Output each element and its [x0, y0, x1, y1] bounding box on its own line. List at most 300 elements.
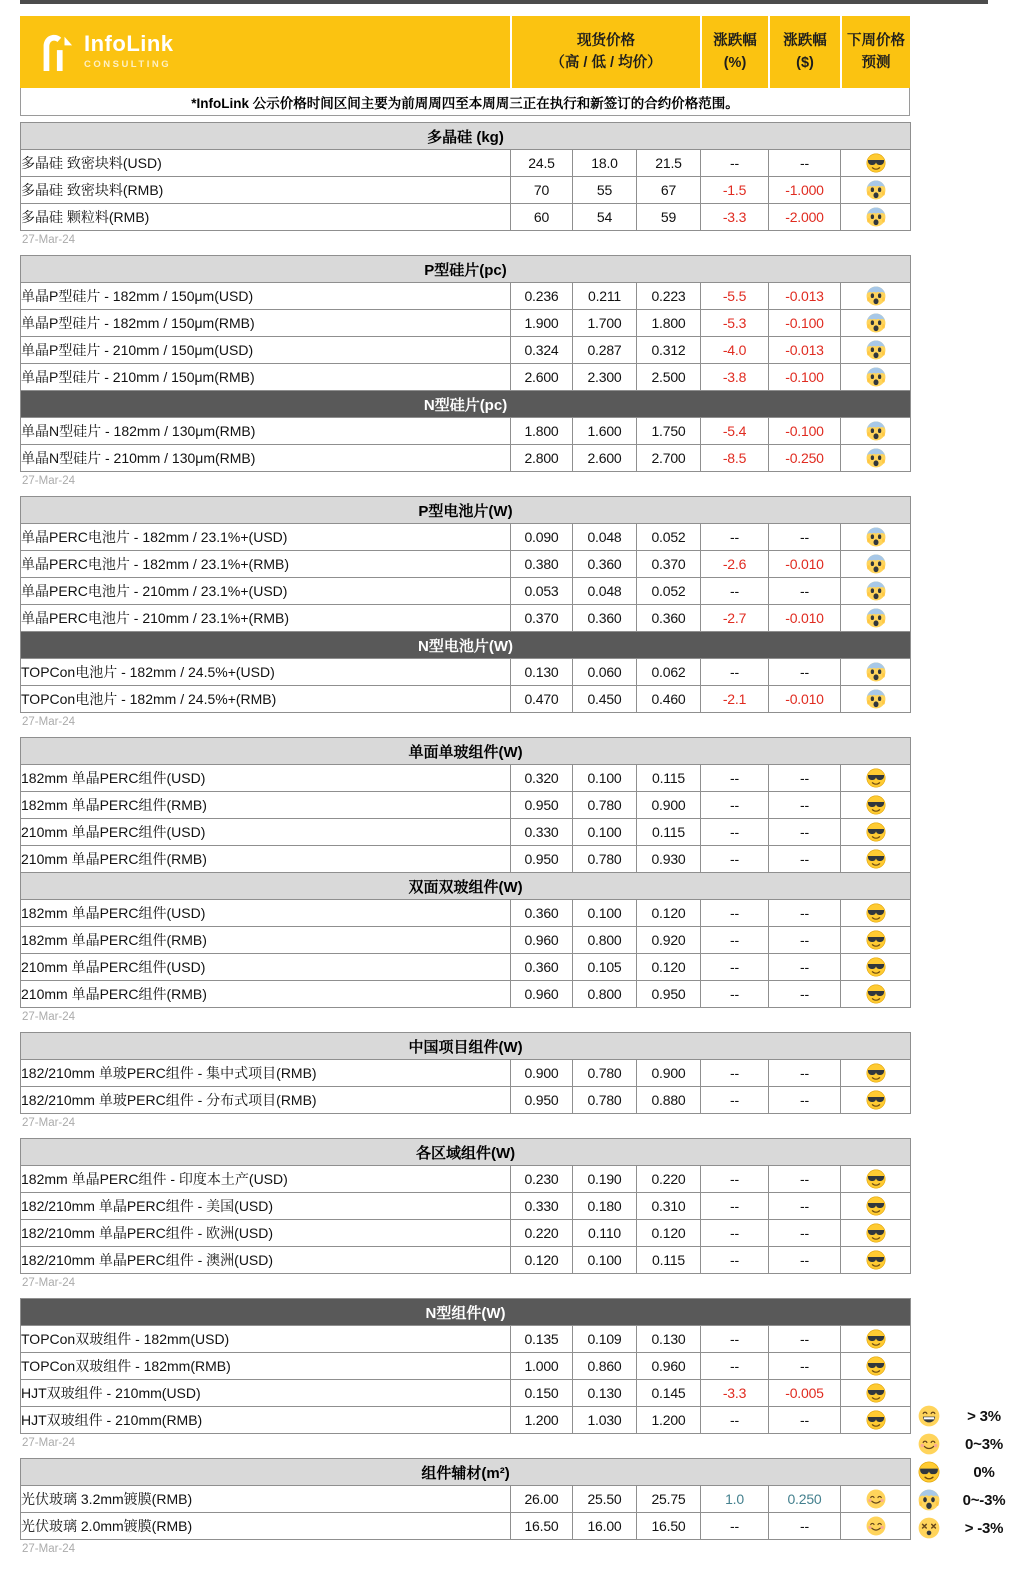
avg-price-cell: 0.920	[637, 927, 701, 954]
change-pct-cell: --	[701, 1513, 769, 1540]
avg-price-cell: 25.75	[637, 1486, 701, 1513]
scream-emoji-icon	[866, 367, 886, 387]
scream-emoji-icon	[866, 286, 886, 306]
price-table-block	[20, 122, 911, 231]
section-header: 单面单玻组件(W)	[21, 738, 911, 765]
low-price-cell: 0.060	[573, 659, 637, 686]
section-header-row	[21, 1033, 911, 1060]
sunglasses-emoji-icon	[866, 822, 886, 842]
low-price-cell: 0.190	[573, 1166, 637, 1193]
low-price-cell: 2.600	[573, 445, 637, 472]
product-name-cell: 单晶PERC电池片 - 210mm / 23.1%+(RMB)	[21, 605, 511, 632]
table-row	[21, 578, 911, 605]
low-price-cell: 0.109	[573, 1326, 637, 1353]
forecast-cell	[841, 578, 911, 605]
low-price-cell: 0.105	[573, 954, 637, 981]
high-price-cell: 0.950	[511, 846, 573, 873]
forecast-cell	[841, 204, 911, 231]
change-pct-cell: --	[701, 954, 769, 981]
change-pct-cell: --	[701, 150, 769, 177]
smile-emoji-icon	[866, 1516, 886, 1536]
sunglasses-emoji-icon	[866, 1223, 886, 1243]
scream-emoji-icon	[866, 527, 886, 547]
change-pct-cell: --	[701, 792, 769, 819]
product-name-cell: 单晶P型硅片 - 182mm / 150μm(USD)	[21, 283, 511, 310]
grin-emoji-icon	[918, 1405, 940, 1427]
legend-label: 0~-3%	[962, 1491, 1006, 1509]
change-abs-cell: --	[769, 1166, 841, 1193]
scream-emoji-icon	[866, 207, 886, 227]
forecast-cell	[841, 1407, 911, 1434]
high-price-cell: 2.600	[511, 364, 573, 391]
low-price-cell: 0.110	[573, 1220, 637, 1247]
smile-emoji-icon	[866, 1489, 886, 1509]
change-abs-cell: -0.013	[769, 337, 841, 364]
forecast-cell	[841, 364, 911, 391]
avg-price-cell: 0.900	[637, 1060, 701, 1087]
legend-item	[914, 1486, 1028, 1514]
sunglasses-emoji-icon	[866, 984, 886, 1004]
high-price-cell: 24.5	[511, 150, 573, 177]
change-abs-cell: -0.010	[769, 686, 841, 713]
change-abs-cell: -0.100	[769, 418, 841, 445]
high-price-cell: 0.324	[511, 337, 573, 364]
col-header-change-pct-line1: 涨跌幅	[713, 32, 757, 49]
sunglasses-emoji-icon	[866, 903, 886, 923]
avg-price-cell: 0.960	[637, 1353, 701, 1380]
avg-price-cell: 2.700	[637, 445, 701, 472]
forecast-cell	[841, 819, 911, 846]
sunglasses-emoji-icon	[866, 1383, 886, 1403]
table-row	[21, 283, 911, 310]
table-row	[21, 551, 911, 578]
price-table-block	[20, 1138, 911, 1274]
section-header-row	[21, 497, 911, 524]
forecast-cell	[841, 177, 911, 204]
product-name-cell: 182mm 单晶PERC组件(USD)	[21, 765, 511, 792]
avg-price-cell: 0.120	[637, 954, 701, 981]
table-row	[21, 1407, 911, 1434]
avg-price-cell: 0.115	[637, 819, 701, 846]
change-pct-cell: 1.0	[701, 1486, 769, 1513]
low-price-cell: 0.287	[573, 337, 637, 364]
low-price-cell: 1.600	[573, 418, 637, 445]
table-row	[21, 686, 911, 713]
low-price-cell: 1.030	[573, 1407, 637, 1434]
legend-item	[914, 1402, 1028, 1430]
change-pct-cell: -5.4	[701, 418, 769, 445]
scream-emoji-icon	[866, 554, 886, 574]
section-header-row	[21, 873, 911, 900]
legend-item	[914, 1430, 1028, 1458]
low-price-cell: 25.50	[573, 1486, 637, 1513]
section-header-row	[21, 391, 911, 418]
change-abs-cell: -0.010	[769, 605, 841, 632]
scream-emoji-icon	[866, 608, 886, 628]
sunglasses-emoji-icon	[866, 930, 886, 950]
change-abs-cell: -2.000	[769, 204, 841, 231]
change-pct-cell: -1.5	[701, 177, 769, 204]
smile-emoji-icon	[918, 1433, 940, 1455]
table-row	[21, 150, 911, 177]
high-price-cell: 16.50	[511, 1513, 573, 1540]
product-name-cell: HJT双玻组件 - 210mm(RMB)	[21, 1407, 511, 1434]
avg-price-cell: 0.312	[637, 337, 701, 364]
table-row	[21, 1166, 911, 1193]
high-price-cell: 0.130	[511, 659, 573, 686]
high-price-cell: 1.800	[511, 418, 573, 445]
product-name-cell: 单晶N型硅片 - 182mm / 130μm(RMB)	[21, 418, 511, 445]
low-price-cell: 2.300	[573, 364, 637, 391]
low-price-cell: 0.100	[573, 1247, 637, 1274]
avg-price-cell: 0.930	[637, 846, 701, 873]
high-price-cell: 0.900	[511, 1060, 573, 1087]
forecast-cell	[841, 954, 911, 981]
forecast-cell	[841, 524, 911, 551]
forecast-cell	[841, 765, 911, 792]
sunglasses-emoji-icon	[866, 1250, 886, 1270]
low-price-cell: 18.0	[573, 150, 637, 177]
forecast-cell	[841, 1087, 911, 1114]
change-abs-cell: --	[769, 765, 841, 792]
product-name-cell: 单晶PERC电池片 - 182mm / 23.1%+(USD)	[21, 524, 511, 551]
sunglasses-emoji-icon	[866, 1356, 886, 1376]
product-name-cell: 单晶P型硅片 - 182mm / 150μm(RMB)	[21, 310, 511, 337]
change-abs-cell: --	[769, 1513, 841, 1540]
avg-price-cell: 67	[637, 177, 701, 204]
change-pct-cell: --	[701, 1220, 769, 1247]
high-price-cell: 0.230	[511, 1166, 573, 1193]
change-pct-cell: -3.8	[701, 364, 769, 391]
table-row	[21, 1060, 911, 1087]
high-price-cell: 0.470	[511, 686, 573, 713]
section-header-row	[21, 256, 911, 283]
table-row	[21, 310, 911, 337]
product-name-cell: 182mm 单晶PERC组件(USD)	[21, 900, 511, 927]
change-pct-cell: --	[701, 1060, 769, 1087]
col-header-change-pct	[700, 16, 768, 88]
table-row	[21, 927, 911, 954]
change-pct-cell: --	[701, 900, 769, 927]
date-stamp: 27-Mar-24	[22, 716, 76, 728]
product-name-cell: 182mm 单晶PERC组件(RMB)	[21, 927, 511, 954]
scream-emoji-icon	[918, 1489, 940, 1511]
legend-label: 0~3%	[965, 1435, 1003, 1453]
avg-price-cell: 0.223	[637, 283, 701, 310]
low-price-cell: 0.780	[573, 1087, 637, 1114]
forecast-cell	[841, 792, 911, 819]
legend-label: > -3%	[964, 1519, 1004, 1537]
avg-price-cell: 1.750	[637, 418, 701, 445]
change-pct-cell: -3.3	[701, 204, 769, 231]
product-name-cell: 182/210mm 单玻PERC组件 - 分布式项目(RMB)	[21, 1087, 511, 1114]
sunglasses-emoji-icon	[866, 1329, 886, 1349]
sunglasses-emoji-icon	[866, 1196, 886, 1216]
low-price-cell: 0.360	[573, 551, 637, 578]
sunglasses-emoji-icon	[866, 849, 886, 869]
change-abs-cell: --	[769, 659, 841, 686]
table-row	[21, 177, 911, 204]
high-price-cell: 0.090	[511, 524, 573, 551]
col-header-spot-price-line2: （高 / 低 / 均价）	[550, 55, 662, 71]
change-pct-cell: --	[701, 981, 769, 1008]
change-pct-cell: --	[701, 846, 769, 873]
forecast-cell	[841, 1326, 911, 1353]
forecast-cell	[841, 1380, 911, 1407]
legend-item	[914, 1458, 1028, 1486]
sunglasses-emoji-icon	[866, 153, 886, 173]
table-row	[21, 1353, 911, 1380]
section-header: 组件辅材(m²)	[21, 1459, 911, 1486]
avg-price-cell: 0.052	[637, 524, 701, 551]
change-abs-cell: -0.250	[769, 445, 841, 472]
product-name-cell: 光伏玻璃 3.2mm镀膜(RMB)	[21, 1486, 511, 1513]
forecast-cell	[841, 551, 911, 578]
low-price-cell: 0.100	[573, 900, 637, 927]
change-abs-cell: -0.013	[769, 283, 841, 310]
table-row	[21, 1087, 911, 1114]
product-name-cell: 光伏玻璃 2.0mm镀膜(RMB)	[21, 1513, 511, 1540]
high-price-cell: 70	[511, 177, 573, 204]
avg-price-cell: 21.5	[637, 150, 701, 177]
avg-price-cell: 0.880	[637, 1087, 701, 1114]
change-pct-cell: --	[701, 659, 769, 686]
section-header: 各区域组件(W)	[21, 1139, 911, 1166]
high-price-cell: 0.330	[511, 819, 573, 846]
scream-emoji-icon	[866, 448, 886, 468]
change-abs-cell: --	[769, 1407, 841, 1434]
table-row	[21, 337, 911, 364]
scream-emoji-icon	[866, 421, 886, 441]
col-header-spot-price	[510, 16, 700, 88]
change-pct-cell: -5.5	[701, 283, 769, 310]
sunglasses-emoji-icon	[866, 768, 886, 788]
change-abs-cell: --	[769, 1220, 841, 1247]
change-abs-cell: --	[769, 927, 841, 954]
date-stamp: 27-Mar-24	[22, 1117, 76, 1129]
product-name-cell: 单晶P型硅片 - 210mm / 150μm(USD)	[21, 337, 511, 364]
low-price-cell: 0.860	[573, 1353, 637, 1380]
high-price-cell: 0.135	[511, 1326, 573, 1353]
forecast-cell	[841, 418, 911, 445]
change-pct-cell: --	[701, 1326, 769, 1353]
change-abs-cell: --	[769, 1247, 841, 1274]
table-row	[21, 792, 911, 819]
change-abs-cell: --	[769, 150, 841, 177]
high-price-cell: 0.360	[511, 954, 573, 981]
table-row	[21, 204, 911, 231]
forecast-cell	[841, 445, 911, 472]
scream-emoji-icon	[866, 662, 886, 682]
section-header: N型组件(W)	[21, 1299, 911, 1326]
change-abs-cell: --	[769, 524, 841, 551]
col-header-change-abs-line1: 涨跌幅	[783, 32, 827, 49]
product-name-cell: TOPCon电池片 - 182mm / 24.5%+(USD)	[21, 659, 511, 686]
change-pct-cell: -2.6	[701, 551, 769, 578]
change-pct-cell: -5.3	[701, 310, 769, 337]
col-header-spot-price-line1: 现货价格	[577, 32, 635, 49]
date-stamp: 27-Mar-24	[22, 234, 76, 246]
high-price-cell: 1.000	[511, 1353, 573, 1380]
table-row	[21, 1486, 911, 1513]
low-price-cell: 0.100	[573, 819, 637, 846]
avg-price-cell: 59	[637, 204, 701, 231]
price-note: *InfoLink 公示价格时间区间主要为前周周四至本周周三正在执行和新签订的合约价格范围。	[20, 88, 910, 116]
forecast-cell	[841, 1247, 911, 1274]
change-abs-cell: --	[769, 1326, 841, 1353]
avg-price-cell: 0.115	[637, 765, 701, 792]
product-name-cell: TOPCon双玻组件 - 182mm(USD)	[21, 1326, 511, 1353]
table-row	[21, 1513, 911, 1540]
scream-emoji-icon	[866, 313, 886, 333]
date-stamp: 27-Mar-24	[22, 1277, 76, 1289]
product-name-cell: 182/210mm 单晶PERC组件 - 美国(USD)	[21, 1193, 511, 1220]
date-stamp: 27-Mar-24	[22, 475, 76, 487]
section-header-row	[21, 1459, 911, 1486]
section-header-row	[21, 123, 911, 150]
table-row	[21, 659, 911, 686]
sunglasses-emoji-icon	[918, 1461, 940, 1483]
forecast-cell	[841, 605, 911, 632]
low-price-cell: 0.450	[573, 686, 637, 713]
product-name-cell: 多晶硅 致密块料(USD)	[21, 150, 511, 177]
change-pct-cell: --	[701, 1087, 769, 1114]
forecast-cell	[841, 337, 911, 364]
avg-price-cell: 0.370	[637, 551, 701, 578]
section-header: 多晶硅 (kg)	[21, 123, 911, 150]
low-price-cell: 54	[573, 204, 637, 231]
table-header	[20, 16, 910, 88]
avg-price-cell: 2.500	[637, 364, 701, 391]
high-price-cell: 0.150	[511, 1380, 573, 1407]
low-price-cell: 0.100	[573, 765, 637, 792]
change-abs-cell: --	[769, 1087, 841, 1114]
product-name-cell: 单晶P型硅片 - 210mm / 150μm(RMB)	[21, 364, 511, 391]
high-price-cell: 1.900	[511, 310, 573, 337]
change-abs-cell: --	[769, 792, 841, 819]
change-abs-cell: --	[769, 1193, 841, 1220]
product-name-cell: TOPCon电池片 - 182mm / 24.5%+(RMB)	[21, 686, 511, 713]
high-price-cell: 60	[511, 204, 573, 231]
change-abs-cell: --	[769, 819, 841, 846]
avg-price-cell: 0.130	[637, 1326, 701, 1353]
brand-subtitle: CONSULTING	[84, 58, 172, 70]
legend-label: 0%	[973, 1463, 995, 1481]
forecast-cell	[841, 310, 911, 337]
change-pct-cell: -8.5	[701, 445, 769, 472]
avg-price-cell: 0.120	[637, 900, 701, 927]
avg-price-cell: 16.50	[637, 1513, 701, 1540]
forecast-cell	[841, 1060, 911, 1087]
high-price-cell: 0.320	[511, 765, 573, 792]
avg-price-cell: 0.950	[637, 981, 701, 1008]
sunglasses-emoji-icon	[866, 795, 886, 815]
product-name-cell: 单晶N型硅片 - 210mm / 130μm(RMB)	[21, 445, 511, 472]
low-price-cell: 0.130	[573, 1380, 637, 1407]
avg-price-cell: 0.360	[637, 605, 701, 632]
change-abs-cell: 0.250	[769, 1486, 841, 1513]
forecast-cell	[841, 686, 911, 713]
forecast-legend	[914, 1402, 1028, 1542]
change-abs-cell: -0.005	[769, 1380, 841, 1407]
sunglasses-emoji-icon	[866, 1410, 886, 1430]
high-price-cell: 0.236	[511, 283, 573, 310]
forecast-cell	[841, 283, 911, 310]
price-sheet	[20, 16, 910, 1564]
sunglasses-emoji-icon	[866, 957, 886, 977]
low-price-cell: 0.780	[573, 846, 637, 873]
section-header: N型硅片(pc)	[21, 391, 911, 418]
high-price-cell: 0.330	[511, 1193, 573, 1220]
product-name-cell: 210mm 单晶PERC组件(RMB)	[21, 981, 511, 1008]
sunglasses-emoji-icon	[866, 1090, 886, 1110]
change-pct-cell: --	[701, 1166, 769, 1193]
table-blocks	[20, 122, 910, 1557]
forecast-cell	[841, 1220, 911, 1247]
sunglasses-emoji-icon	[866, 1169, 886, 1189]
legend-item	[914, 1514, 1028, 1542]
high-price-cell: 2.800	[511, 445, 573, 472]
section-header: N型电池片(W)	[21, 632, 911, 659]
price-table-block	[20, 1032, 911, 1114]
col-header-change-pct-line2: (%)	[723, 55, 747, 71]
table-row	[21, 364, 911, 391]
table-row	[21, 1193, 911, 1220]
scream-emoji-icon	[866, 340, 886, 360]
table-row	[21, 846, 911, 873]
change-abs-cell: --	[769, 846, 841, 873]
table-row	[21, 765, 911, 792]
col-header-change-abs-line2: ($)	[796, 55, 814, 71]
date-stamp: 27-Mar-24	[22, 1011, 76, 1023]
change-abs-cell: --	[769, 1060, 841, 1087]
section-header-row	[21, 738, 911, 765]
product-name-cell: 182/210mm 单晶PERC组件 - 欧洲(USD)	[21, 1220, 511, 1247]
high-price-cell: 0.960	[511, 927, 573, 954]
high-price-cell: 0.360	[511, 900, 573, 927]
table-row	[21, 819, 911, 846]
change-abs-cell: --	[769, 578, 841, 605]
product-name-cell: HJT双玻组件 - 210mm(USD)	[21, 1380, 511, 1407]
forecast-cell	[841, 900, 911, 927]
table-row	[21, 954, 911, 981]
change-pct-cell: --	[701, 1247, 769, 1274]
forecast-cell	[841, 846, 911, 873]
price-table-block	[20, 496, 911, 713]
section-header-row	[21, 1139, 911, 1166]
col-header-forecast-line1: 下周价格	[847, 32, 905, 49]
col-header-forecast	[840, 16, 910, 88]
price-table-block	[20, 1458, 911, 1540]
avg-price-cell: 0.062	[637, 659, 701, 686]
table-row	[21, 605, 911, 632]
product-name-cell: 多晶硅 颗粒料(RMB)	[21, 204, 511, 231]
legend-label: > 3%	[967, 1407, 1001, 1425]
change-pct-cell: --	[701, 927, 769, 954]
avg-price-cell: 0.120	[637, 1220, 701, 1247]
product-name-cell: 多晶硅 致密块料(RMB)	[21, 177, 511, 204]
table-row	[21, 1380, 911, 1407]
section-header: 中国项目组件(W)	[21, 1033, 911, 1060]
forecast-cell	[841, 150, 911, 177]
price-table-block	[20, 1298, 911, 1434]
change-abs-cell: -0.010	[769, 551, 841, 578]
low-price-cell: 0.800	[573, 927, 637, 954]
table-row	[21, 524, 911, 551]
high-price-cell: 0.053	[511, 578, 573, 605]
low-price-cell: 0.048	[573, 578, 637, 605]
high-price-cell: 26.00	[511, 1486, 573, 1513]
